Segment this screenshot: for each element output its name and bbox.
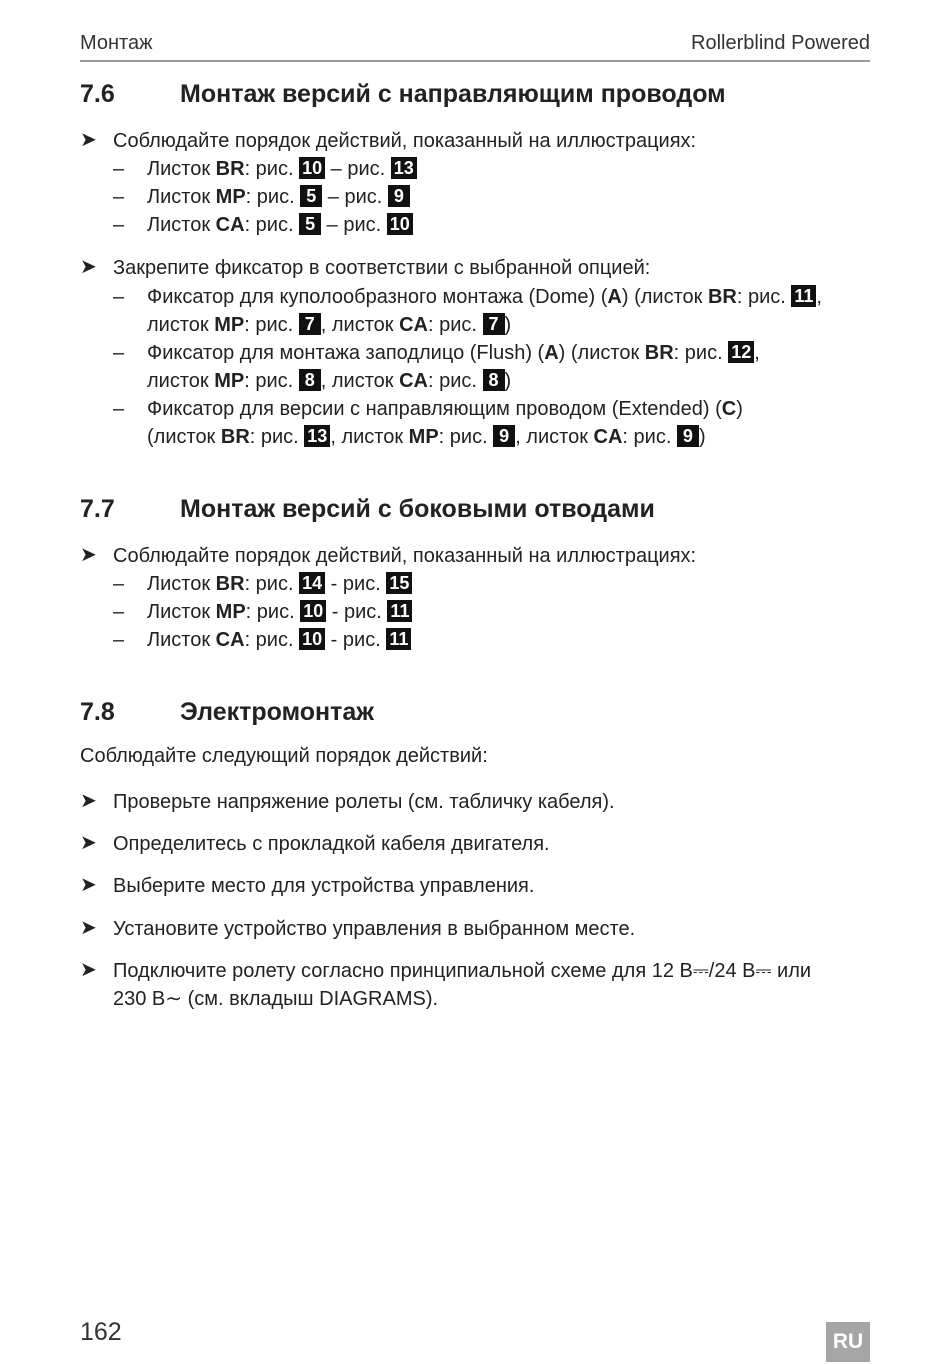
- section-number: 7.8: [80, 698, 115, 726]
- item-text: – рис.: [321, 214, 387, 236]
- dash-bullet: –: [113, 601, 125, 623]
- step-follow-sequence: [80, 542, 696, 570]
- item-text: , листок: [515, 426, 594, 448]
- sheet-code: MP: [214, 370, 245, 392]
- figure-number-badge: 10: [299, 157, 325, 179]
- item-text: Листок: [147, 214, 216, 236]
- item-text: , листок: [330, 426, 409, 448]
- step-follow-sequence: [80, 127, 696, 155]
- item-text: ): [504, 370, 512, 392]
- item-text: Листок: [147, 629, 216, 651]
- sheet-code: CA: [399, 314, 428, 336]
- item-text: : рис.: [244, 314, 299, 336]
- figure-number-badge: 9: [388, 185, 410, 207]
- figure-number-badge: 15: [386, 572, 412, 594]
- item-text: Фиксатор для монтажа заподлицо (Flush) (: [147, 342, 545, 364]
- section-title: Электромонтаж: [180, 698, 374, 726]
- item-text: Фиксатор для куполообразного монтажа (Dome) (: [147, 286, 608, 308]
- step-fix-lock: [80, 254, 650, 282]
- item-text: - рис.: [326, 601, 388, 623]
- step-text: Соблюдайте порядок действий, показанный на иллюстрациях:: [113, 545, 697, 567]
- list-item: [113, 570, 870, 598]
- item-text: : рис.: [244, 214, 300, 236]
- arrow-bullet-icon: ➤: [80, 544, 97, 566]
- sheet-code: MP: [215, 186, 246, 208]
- step-text: Закрепите фиксатор в соответствии с выбранной опцией:: [113, 257, 651, 279]
- sheet-code: BR: [644, 342, 674, 364]
- section-title: Монтаж версий с боковыми отводами: [180, 495, 655, 523]
- figure-number-badge: 5: [299, 213, 321, 235]
- sheet-code: CA: [593, 426, 623, 448]
- figure-number-badge: 10: [299, 628, 325, 650]
- option-letter: A: [544, 342, 559, 364]
- step-text: Выберите место для устройства управления.: [113, 875, 535, 897]
- item-text: : рис.: [245, 601, 301, 623]
- section-7-8-heading: [80, 698, 374, 727]
- dash-bullet: –: [113, 573, 125, 595]
- item-text: : рис.: [244, 370, 299, 392]
- figure-number-badge: 8: [299, 369, 321, 391]
- item-text: : рис.: [245, 186, 301, 208]
- step-text: Проверьте напряжение ролеты (см. табличку кабеля).: [113, 791, 615, 813]
- dash-bullet: –: [113, 398, 125, 420]
- list-item: [113, 626, 870, 654]
- list-item: [113, 183, 870, 211]
- figure-number-badge: 14: [299, 572, 325, 594]
- item-text: : рис.: [244, 158, 300, 180]
- item-text: , листок: [320, 314, 400, 336]
- item-text: Листок: [147, 601, 216, 623]
- section-number: 7.6: [80, 80, 115, 108]
- sheet-code: MP: [214, 314, 245, 336]
- item-text: , листок: [320, 370, 400, 392]
- section-7-6-heading: [80, 80, 726, 109]
- header-product: Rollerblind Powered: [691, 32, 870, 54]
- dash-bullet: –: [113, 286, 125, 308]
- page-header: [80, 30, 870, 62]
- list-item: [113, 155, 870, 183]
- item-text: (листок: [147, 426, 221, 448]
- dash-bullet: –: [113, 214, 125, 236]
- step-connect-blind: [80, 957, 870, 1013]
- figure-number-badge: 9: [493, 425, 515, 447]
- figure-number-badge: 5: [300, 185, 322, 207]
- sheet-code: CA: [215, 214, 245, 236]
- list-item-extended: [113, 395, 870, 451]
- step-text: 230 В∼ (см. вкладыш DIAGRAMS).: [113, 988, 439, 1010]
- figure-number-badge: 10: [387, 213, 413, 235]
- item-text: Листок: [147, 573, 216, 595]
- step-cable-routing: [80, 830, 550, 858]
- sheet-code: CA: [215, 629, 245, 651]
- item-text: ,: [754, 342, 760, 364]
- arrow-bullet-icon: ➤: [80, 129, 97, 151]
- sheet-code: MP: [215, 601, 246, 623]
- item-text: Листок: [147, 186, 216, 208]
- header-chapter: Монтаж: [80, 32, 153, 54]
- figure-number-badge: 10: [300, 600, 326, 622]
- item-text: ) (листок: [558, 342, 645, 364]
- dash-bullet: –: [113, 158, 125, 180]
- figure-number-badge: 13: [391, 157, 417, 179]
- section-7-7-heading: [80, 495, 655, 524]
- figure-number-badge: 7: [299, 313, 321, 335]
- item-text: Фиксатор для версии с направляющим проводом (Extended) (: [147, 398, 722, 420]
- sheet-code: BR: [220, 426, 250, 448]
- item-text: - рис.: [325, 629, 387, 651]
- step-check-voltage: [80, 788, 615, 816]
- item-text: – рис.: [322, 186, 388, 208]
- step-text: Соблюдайте порядок действий, показанный на иллюстрациях:: [113, 130, 697, 152]
- arrow-bullet-icon: ➤: [80, 874, 97, 896]
- item-text: : рис.: [736, 286, 792, 308]
- list-item: [113, 211, 870, 239]
- arrow-bullet-icon: ➤: [80, 790, 97, 812]
- section-title: Монтаж версий с направляющим проводом: [180, 80, 726, 108]
- list-item-flush: [113, 339, 870, 395]
- item-text: - рис.: [325, 573, 387, 595]
- step-text: Установите устройство управления в выбранном месте.: [113, 918, 636, 940]
- item-text: листок: [147, 314, 215, 336]
- page-number: 162: [80, 1318, 122, 1346]
- figure-number-badge: 12: [728, 341, 754, 363]
- intro-text: Соблюдайте следующий порядок действий:: [80, 745, 488, 767]
- item-text: ): [698, 426, 706, 448]
- item-text: : рис.: [622, 426, 677, 448]
- dash-bullet: –: [113, 629, 125, 651]
- step-install-control: [80, 915, 635, 943]
- item-text: : рис.: [673, 342, 729, 364]
- step-text: Подключите ролету согласно принципиальной схеме для 12 В⎓/24 В⎓ или: [113, 960, 812, 982]
- item-text: Листок: [147, 158, 216, 180]
- arrow-bullet-icon: ➤: [80, 959, 97, 981]
- item-text: ) (листок: [621, 286, 708, 308]
- figure-number-badge: 13: [304, 425, 330, 447]
- arrow-bullet-icon: ➤: [80, 832, 97, 854]
- list-item: [113, 598, 870, 626]
- item-text: : рис.: [249, 426, 305, 448]
- item-text: : рис.: [244, 629, 300, 651]
- step-choose-location: [80, 872, 534, 900]
- item-text: ,: [816, 286, 822, 308]
- item-text: : рис.: [244, 573, 300, 595]
- figure-number-badge: 11: [386, 628, 411, 650]
- sheet-code: MP: [408, 426, 439, 448]
- item-text: листок: [147, 370, 215, 392]
- figure-number-badge: 9: [677, 425, 699, 447]
- item-text: : рис.: [427, 370, 483, 392]
- figure-number-badge: 11: [791, 285, 816, 307]
- figure-number-badge: 11: [387, 600, 412, 622]
- dash-bullet: –: [113, 342, 125, 364]
- sheet-code: BR: [215, 158, 245, 180]
- item-text: : рис.: [427, 314, 483, 336]
- sheet-code: BR: [215, 573, 245, 595]
- item-text: : рис.: [438, 426, 494, 448]
- arrow-bullet-icon: ➤: [80, 917, 97, 939]
- step-text: Определитесь с прокладкой кабеля двигателя.: [113, 833, 550, 855]
- manual-page: [80, 0, 870, 1365]
- language-badge: RU: [826, 1322, 870, 1362]
- figure-number-badge: 7: [483, 313, 505, 335]
- sheet-code: CA: [399, 370, 428, 392]
- section-number: 7.7: [80, 495, 115, 523]
- figure-number-badge: 8: [483, 369, 505, 391]
- arrow-bullet-icon: ➤: [80, 256, 97, 278]
- list-item-dome: [113, 283, 870, 339]
- sheet-code: BR: [707, 286, 737, 308]
- dash-bullet: –: [113, 186, 125, 208]
- option-letter: A: [607, 286, 622, 308]
- item-text: – рис.: [325, 158, 391, 180]
- item-text: ): [736, 398, 743, 420]
- option-letter: C: [721, 398, 737, 420]
- item-text: ): [504, 314, 512, 336]
